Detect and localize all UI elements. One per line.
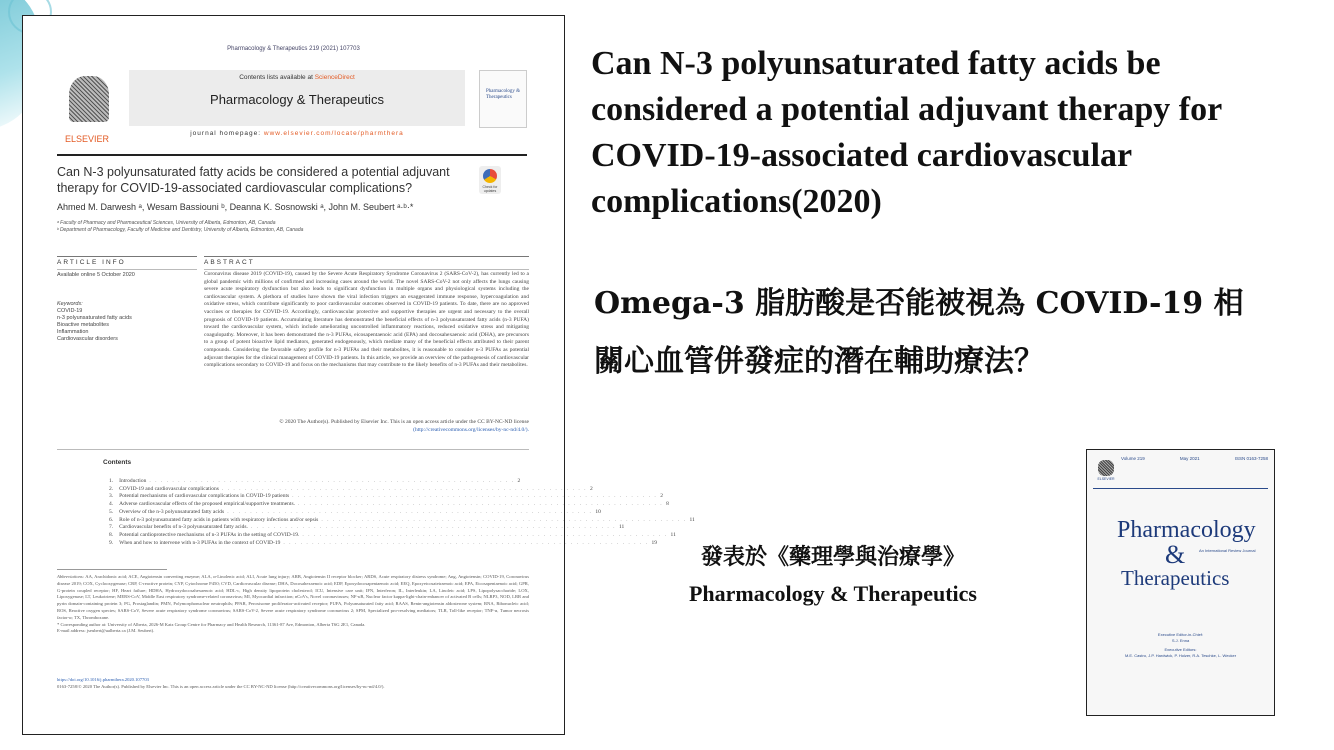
affiliations: ᵃ Faculty of Pharmacy and Pharmaceutical Sciences, University of Alberta, Edmonton, AB, Canada ᵇ Department of Pharmacology, Faculty of Medicine and Dentistry, University of Alberta, Edmonton, AB, Canada [57, 220, 304, 233]
chinese-title: Omega-3 脂肪酸是否能被視為 COVID-19 相 關心血管併發症的潛在輔助療法？ [594, 286, 1244, 379]
sciencedirect-link[interactable]: ScienceDirect [314, 74, 355, 81]
cover-elsevier-logo: ELSEVIER [1095, 458, 1117, 484]
toc-item[interactable]: 6. Role of n-3 polyunsaturated fatty acids in patients with respiratory infections and/or sepsis . . . . . . . . . . . . . . . . . . . . . . . . . . . . . . . . . . . . . . . . . . . . . . . . . . . . . . . . . . . . . . . . 11 [109, 516, 695, 523]
info-rule [57, 256, 197, 257]
footnote-rule [57, 569, 167, 570]
published-in-chinese: 發表於《藥理學與治療學》 [700, 544, 965, 570]
abstract-rule-2 [204, 269, 529, 270]
keywords: Keywords: COVID-19 n-3 polyunsaturated fatty acids Bioactive metabolites Inflammation Cardiovascular disorders [57, 301, 132, 342]
cover-word-pharmacology: Pharmacology [1117, 517, 1256, 543]
homepage-link[interactable]: www.elsevier.com/locate/pharmthera [263, 130, 404, 137]
toc-item[interactable]: 8. Potential cardioprotective mechanisms of n-3 PUFAs in the setting of COVID-19. . . . . . . . . . . . . . . . . . . . . . . . . . . . . . . . . . . . . . . . . . . . . . . . . . . . . . . . . . . . . . . . . 11 [109, 531, 676, 538]
journal-name: Pharmacology & Therapeutics [210, 92, 384, 107]
elsevier-logo: ELSEVIER [57, 64, 117, 144]
cover-subtitle: An International Review Journal [1199, 548, 1256, 553]
contents-available: Contents lists available at ScienceDirect [239, 74, 355, 81]
cover-editors: Executive Editor-in-Chief: S.J. Enna Executive Editors: M.E. Castro, J.P. Hardwick, P. Holzer, R.A. Teschke, L. Wecker [1124, 632, 1237, 658]
elsevier-tree-icon [69, 76, 109, 122]
abstract-rule [204, 256, 529, 257]
info-rule-2 [57, 269, 197, 270]
abstract-heading: ABSTRACT [204, 259, 255, 266]
journal-masthead [57, 64, 527, 150]
published-in-english: Pharmacology & Therapeutics [688, 581, 977, 606]
contents-heading: Contents [103, 459, 132, 466]
toc-item[interactable]: 5. Overview of the n-3 polyunsaturated fatty acids . . . . . . . . . . . . . . . . . . . . . . . . . . . . . . . . . . . . . . . . . . . . . . . . . . . . . . . . . . . . . . . . 10 [109, 508, 601, 515]
journal-homepage: journal homepage: www.elsevier.com/locate/pharmthera [190, 130, 404, 137]
corresponding-author: * Corresponding author at: University of Alberta, 2026-M Katz Group Centre for Pharmacy and Health Research, 11361-87 Ave, Edmonton, Alberta T6G 2E1, Canada. [57, 621, 366, 627]
english-title: Can N-3 polyunsaturated fatty acids be considered a potential adjuvant therapy for COVID-19-associated cardiovascular complications(2020) [591, 45, 1222, 220]
cover-issue-info: Volume 219 May 2021 ISSN 0163-7258 [1121, 456, 1268, 461]
check-for-updates-badge[interactable]: Check for updates [479, 166, 501, 194]
cover-word-therapeutics: Therapeutics [1121, 566, 1230, 590]
doi-link[interactable]: https://doi.org/10.1016/j.pharmthera.2020.107703 [57, 677, 149, 682]
abbreviations: Abbreviations: AA, Arachidonic acid; ACE, Angiotensin converting enzyme; ALA, α-Linolenic acid; ALI, Acute lung injury; ARB, Angiotensin II receptor blocker; ARDS, Acute respiratory distress syndrome; Ang, Angiotensin; COVID-19, Coronavirus disease 2019; COX, Cyclooxygenase; CRP, C-reactive protein; CYP, Cytochrome P450; CVD, Cardiovascular disease; DHA, Docosahexaenoic acid; EDP, Epoxydocosapentaenoic acid; EEQ, Epoxyeicosatetraenoic acid; EPA, Eicosapentaenoic acid; GPR, G-protein coupled receptor; HF, Heart failure; HDHA, Hydroxydocosahexaenoic acid; HDL-c, High density lipoprotein cholesterol; ICU, Intensive care unit; IFN, Interferon; IL, Interleukin; LA, Linoleic acid; LPS, Lipopolysaccharide; LOX, Lipoxygenase; LT, Leukotriene; MERS-CoV, Middle East respiratory syndrome-related coronavirus; MI, Myocardial infarction; nCoVs, Novel coronaviruses; NF-κB, Nuclear factor kappa-light-chain-enhancer of activated B cells; NLRP3, NOD, LRR and pyrin domain-containing protein 3; PG, Prostaglandin; PMN, Polymorphonuclear neutrophils; PPAR, Peroxisome proliferator-activated receptor; PUFA, Polyunsaturated fatty acid; RAAS, Renin-angiotensin aldosterone system; RNA, Ribonucleic acid; ROS, Reactive oxygen species; SARS-CoV, Severe acute respiratory syndrome coronavirus; SARS-CoV-2, Severe acute respiratory syndrome coronavirus 2; SPM, Specialized pro-resolving mediators; TLR, Toll-like receptor; TNF-α, Tumor necrosis factor-α; TX, Thromboxane. * Corresponding author at: University of Alberta, 2026-M Katz Group Centre for Pharmacy and Health Research, 11361-87 Ave, Edmonton, Alberta T6G 2E1, Canada. E-mail address: jseubert@ualberta.ca (J.M. Seubert). [57, 574, 529, 634]
toc-item[interactable]: 1. Introduction . . . . . . . . . . . . . . . . . . . . . . . . . . . . . . . . . . . . . . . . . . . . . . . . . . . . . . . . . . . . . . . . 2 [109, 478, 521, 484]
license-link[interactable]: (http://creativecommons.org/licenses/by-nc-nd/4.0/). [413, 426, 529, 433]
abstract-text: Coronavirus disease 2019 (COVID-19), caused by the Severe Acute Respiratory Syndrome Coronavirus 2 (SARS-CoV-2), has currently led to a global pandemic with millions of confirmed and increasing cases around the world. The novel SARS-CoV-2 not only affects the lungs causing severe acute respiratory dysfunction but also leads to significant dysfunction in multiple organs and physiological systems including the cardiovascular system. A plethora of studies have shown the viral infection triggers an exaggerated immune response, hypercoagulation and oxidative stress, which contribute significantly to poor cardiovascular outcomes observed in COVID-19 patients. To date, there are no approved vaccines or therapies for COVID-19. Accordingly, cardiovascular protective and supportive therapies are urgent and necessary to the overall prognosis of COVID-19 patients. Accumulating literature has demonstrated the beneficial effects of n-3 polyunsaturated fatty acids (n-3 PUFA) toward the cardiovascular system, which include ameliorating uncontrolled inflammatory reactions, reduced oxidative stress and mitigating coagulopathy. Moreover, it has been demonstrated the n-3 PUFAs, eicosapentaenoic acid (EPA) and docosahexaenoic acid (DHA), are precursors to a group of potent bioactive lipid mediators, generated endogenously, which mediate many of the beneficial effects attributed to their parent compounds. Considering the favorable safety profile for n-3 PUFAs and their metabolites, it is reasonable to consider n-3 PUFAs as potential adjuvant therapies for the clinical management of COVID-19 patients. In this article, we provide an overview of the pathogenesis of cardiovascular complications secondary to COVID-19 and focus on the mechanisms that may contribute to the likely benefits of n-3 PUFAs and their metabolites. [204, 271, 529, 369]
toc-item[interactable]: 3. Potential mechanisms of cardiovascular complications in COVID-19 patients . . . . . . . . . . . . . . . . . . . . . . . . . . . . . . . . . . . . . . . . . . . . . . . . . . . . . . . . . . . . . . . . 2 [109, 493, 664, 500]
article-info-heading: ARTICLE INFO [57, 259, 126, 266]
elsevier-tree-icon [1098, 460, 1114, 476]
toc-item[interactable]: 2. COVID-19 and cardiovascular complications . . . . . . . . . . . . . . . . . . . . . . . . . . . . . . . . . . . . . . . . . . . . . . . . . . . . . . . . . . . . . . . . 2 [109, 485, 593, 492]
article-first-page [22, 15, 695, 735]
toc-item[interactable]: 9. When and how to intervene with n-3 PUFAs in the context of COVID-19 . . . . . . . . . . . . . . . . . . . . . . . . . . . . . . . . . . . . . . . . . . . . . . . . . . . . . . . . . . . . . . . . 19 [109, 539, 657, 546]
toc-item[interactable]: 7. Cardiovascular benefits of n-3 polyunsaturated fatty acids. . . . . . . . . . . . . . . . . . . . . . . . . . . . . . . . . . . . . . . . . . . . . . . . . . . . . . . . . . . . . . . . . 11 [109, 524, 625, 531]
available-online: Available online 5 October 2020 [57, 272, 135, 278]
check-updates-icon [483, 169, 497, 183]
cover-ampersand: & [1165, 540, 1186, 569]
license-statement: © 2020 The Author(s). Published by Elsevier Inc. This is an open access article under the CC BY-NC-ND license (http://creativecommons.org/licenses/by-nc-nd/4.0/). [204, 419, 529, 434]
contents-rule [57, 449, 529, 450]
journal-citation-line: Pharmacology & Therapeutics 219 (2021) 107703 [227, 46, 360, 52]
masthead-rule [57, 154, 527, 156]
doi-block [57, 676, 529, 690]
journal-thumbnail: Pharmacology & Therapeutics [479, 70, 527, 128]
email-address: E-mail address: jseubert@ualberta.ca (J.M. Seubert). [57, 628, 155, 634]
masthead-box [129, 70, 465, 126]
issn-line: 0163-7258/© 2020 The Author(s). Published by Elsevier Inc. This is an open access article under the CC BY-NC-ND license (http://creativecommons.org/licenses/by-nc-nd/4.0/). [57, 684, 385, 689]
table-of-contents [109, 478, 695, 547]
author-list: Ahmed M. Darwesh ᵃ, Wesam Bassiouni ᵇ, Deanna K. Sosnowski ᵃ, John M. Seubert ᵃ·ᵇ·* [57, 202, 414, 212]
article-title: Can N-3 polyunsaturated fatty acids be considered a potential adjuvant therapy for COVID-19-associated cardiovascular complications? [57, 165, 450, 195]
toc-item[interactable]: 4. Adverse cardiovascular effects of the proposed empirical/supportive treatments. . . . . . . . . . . . . . . . . . . . . . . . . . . . . . . . . . . . . . . . . . . . . . . . . . . . . . . . . . . . . . . . . 8 [109, 501, 669, 508]
journal-cover [1086, 449, 1275, 716]
